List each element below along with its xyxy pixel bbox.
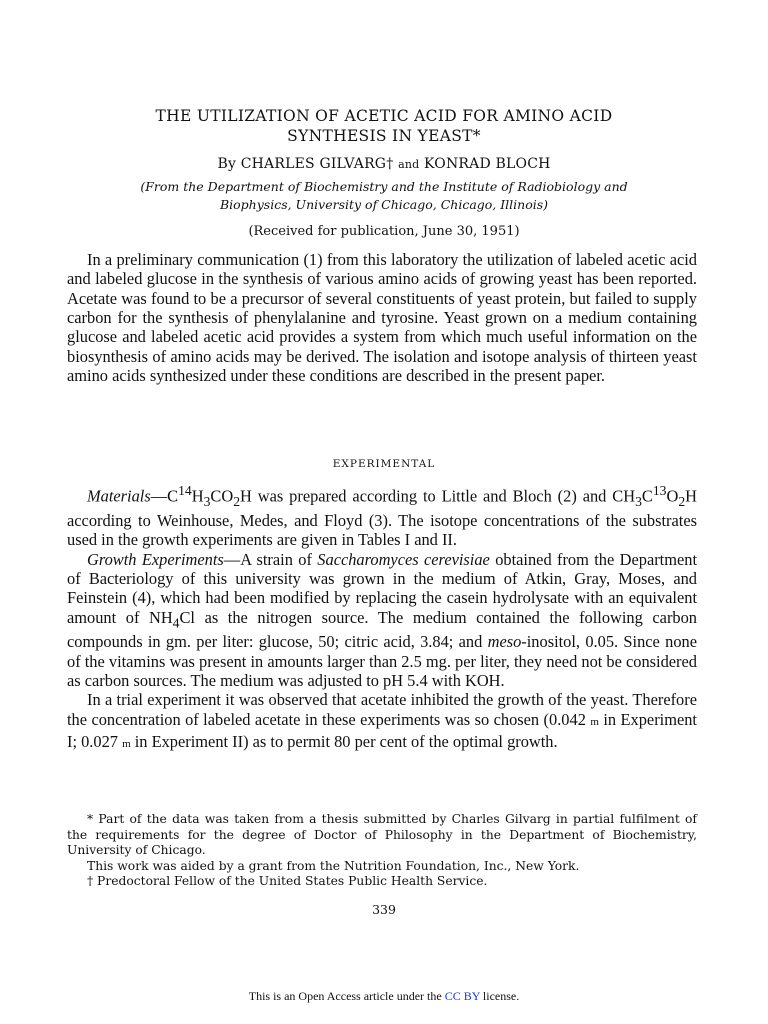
footnote-aid: This work was aided by a grant from the Nutrition Foundation, Inc., New York. xyxy=(87,858,580,873)
license-notice xyxy=(0,989,768,1004)
affiliation-line-2: Biophysics, University of Chicago, Chicago, Illinois) xyxy=(219,196,549,212)
introduction xyxy=(67,250,697,385)
experimental-section xyxy=(67,481,697,755)
affiliation xyxy=(78,178,690,213)
author-gilvarg: CHARLES GILVARG† xyxy=(240,156,394,172)
affiliation-line-1: (From the Department of Biochemistry and the Institute of Radiobiology and xyxy=(140,179,628,194)
article-title xyxy=(60,106,708,146)
page-number: 339 xyxy=(372,902,396,917)
license-prefix: This is an Open Access article under the xyxy=(248,989,442,1003)
trial-paragraph: In a trial experiment it was observed that acetate inhibited the growth of the yeast. Therefore the concentration of labeled acetate in these experiments was so chosen (0.042 m in Experiment I; 0.027 m in Experiment II) as to permit 80 per cent of the optimal growth. xyxy=(67,690,697,752)
growth-label: Growth Experiments xyxy=(87,549,224,569)
intro-paragraph: In a preliminary communication (1) from this laboratory the utilization of labeled acetic acid and labeled glucose in the synthesis of various amino acids of growing yeast has been reported. Acetate was found to be a precursor of several constituents of yeast protein, but failed to supply carbon for the synthesis of phenylalanine and tyrosine. Yeast grown on a medium containing glucose and labeled acetic acid provides a system from which much useful information on the biosynthesis of amino acids may be derived. The isolation and isotope analysis of thirteen yeast amino acids synthesized under these conditions are described in the present paper. xyxy=(67,250,697,386)
received-date: (Received for publication, June 30, 1951) xyxy=(248,224,520,239)
section-heading-experimental: EXPERIMENTAL xyxy=(332,458,436,470)
footnote-dagger: † Predoctoral Fellow of the United States Public Health Service. xyxy=(87,874,488,889)
author-bloch: KONRAD BLOCH xyxy=(424,156,551,172)
title-line-1: THE UTILIZATION OF ACETIC ACID FOR AMINO ACID xyxy=(155,107,613,125)
by-label: By xyxy=(217,156,237,172)
and-label: and xyxy=(398,158,420,171)
title-line-2: SYNTHESIS IN YEAST* xyxy=(287,127,481,145)
footnotes xyxy=(67,812,697,890)
license-suffix: license. xyxy=(482,989,520,1003)
organism-name: Saccharomyces cerevisiae xyxy=(317,549,490,569)
growth-paragraph: Growth Experiments—A strain of Saccharomyces cerevisiae obtained from the Department of Bacteriology of this university was grown in the medium of Atkin, Gray, Moses, and Feinstein (4), which had been modified by replacing the casein hydrolysate with an equivalent amount of $NH_4Cl$ as the nitrogen source. The medium contained the following carbon compounds in gm. per liter: glucose, 50; citric acid, 3.84; and meso-inositol, 0.05. Since none of the vitamins was present in amounts larger than 2.5 mg. per liter, they need not be considered as carbon sources. The medium was adjusted to pH 5.4 with KOH. xyxy=(67,549,698,691)
author-line xyxy=(60,155,708,174)
materials-paragraph: $Materials—C^{14}H_3CO_2H$ was prepared according to Little and Bloch (2) and $CH_3C^{13}O_2H$ according to Weinhouse, Medes, and Floyd (3). The isotope concentrations of the substrates used in the growth experiments are given in Tables I and II. xyxy=(67,483,697,550)
cc-by-link[interactable]: CC BY xyxy=(444,989,480,1003)
materials-label: Materials xyxy=(87,486,151,506)
footnote-star: * Part of the data was taken from a thesis submitted by Charles Gilvarg in partial fulfilment of the requirements for the degree of Doctor of Philosophy in the Department of Biochemistry, University of Chicago. xyxy=(67,812,697,858)
